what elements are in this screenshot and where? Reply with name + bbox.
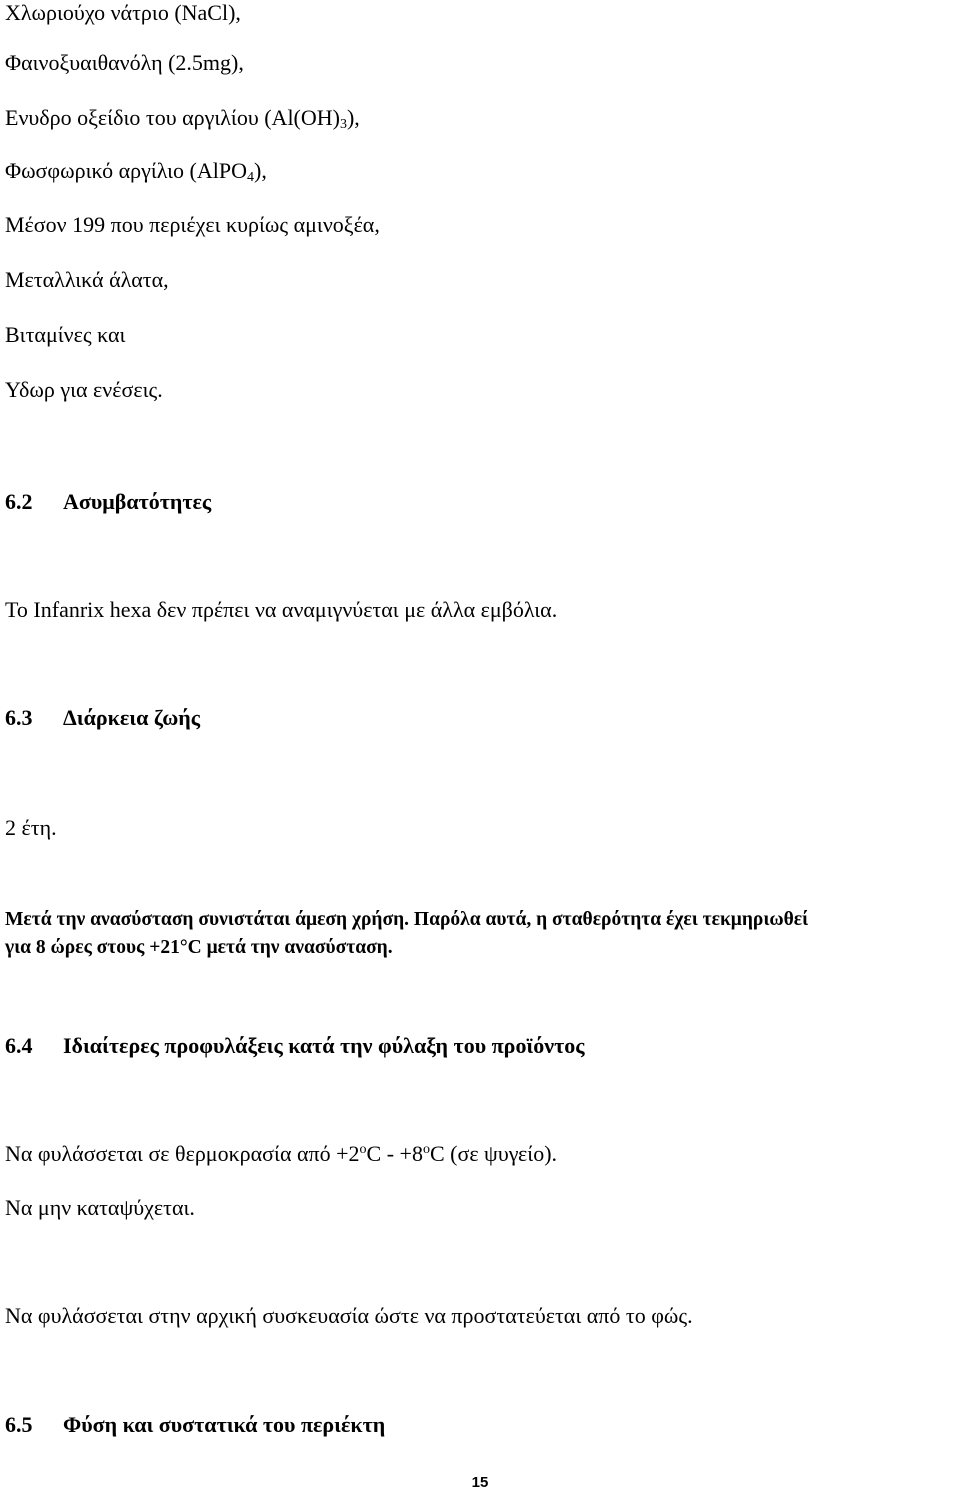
section-title: Ασυμβατότητες	[63, 489, 212, 514]
section-6-4-protect-light: Να φυλάσσεται στην αρχική συσκευασία ώστε να προστατεύεται από το φώς.	[5, 1303, 693, 1328]
storage-text: Να φυλάσσεται σε θερμοκρασία από +2	[5, 1141, 360, 1166]
section-6-3-shelf-life: 2 έτη.	[5, 815, 57, 840]
ingredient-aluminium-hydroxide	[5, 105, 360, 131]
ingredient-text: ),	[254, 158, 267, 183]
section-title: Ιδιαίτερες προφυλάξεις κατά την φύλαξη του προϊόντος	[63, 1033, 585, 1058]
section-6-4-storage-temperature	[5, 1141, 557, 1167]
ingredient-vitamins: Βιταμίνες και	[5, 322, 126, 347]
subscript: 3	[339, 117, 347, 132]
ingredient-nacl: Χλωριούχο νάτριο (NaCl),	[5, 0, 241, 25]
section-number: 6.2	[5, 489, 33, 514]
ingredient-text: Ενυδρο οξείδιο του αργιλίου (Al(OH)	[5, 105, 340, 130]
section-number: 6.3	[5, 705, 33, 730]
section-6-2-heading	[5, 489, 211, 515]
page-number: 15	[471, 1474, 489, 1491]
section-6-5-heading	[5, 1412, 385, 1438]
section-6-3-heading	[5, 705, 200, 731]
section-6-4-heading	[5, 1033, 585, 1059]
storage-text: C (σε ψυγείο).	[429, 1141, 558, 1166]
section-number: 6.5	[5, 1412, 33, 1437]
ingredient-aluminium-phosphate	[5, 158, 267, 184]
ingredient-phenoxyethanol: Φαινοξυαιθανόλη (2.5mg),	[5, 50, 244, 75]
subscript: 4	[247, 170, 255, 185]
section-title: Διάρκεια ζωής	[63, 705, 201, 730]
degree-superscript: ο	[422, 1142, 430, 1157]
ingredient-water: Υδωρ για ενέσεις.	[5, 377, 163, 402]
degree-superscript: ο	[359, 1142, 367, 1157]
section-6-3-reconstitution-line-2: για 8 ώρες στους +21°C μετά την ανασύσταση.	[5, 937, 393, 958]
ingredient-text: Φωσφωρικό αργίλιο (AlPO	[5, 158, 248, 183]
ingredient-mineral-salts: Μεταλλικά άλατα,	[5, 267, 169, 292]
section-6-2-text: Το Infanrix hexa δεν πρέπει να αναμιγνύεται με άλλα εμβόλια.	[5, 597, 558, 622]
ingredient-text: ),	[346, 105, 360, 130]
section-6-4-no-freeze: Να μην καταψύχεται.	[5, 1195, 195, 1220]
ingredient-medium-199: Μέσον 199 που περιέχει κυρίως αμινοξέα,	[5, 212, 380, 237]
storage-text: C - +8	[366, 1141, 423, 1166]
section-6-3-reconstitution-line-1: Μετά την ανασύσταση συνιστάται άμεση χρήση. Παρόλα αυτά, η σταθερότητα έχει τεκμηριωθεί	[5, 909, 809, 930]
section-title: Φύση και συστατικά του περιέκτη	[63, 1412, 386, 1437]
section-number: 6.4	[5, 1033, 33, 1058]
